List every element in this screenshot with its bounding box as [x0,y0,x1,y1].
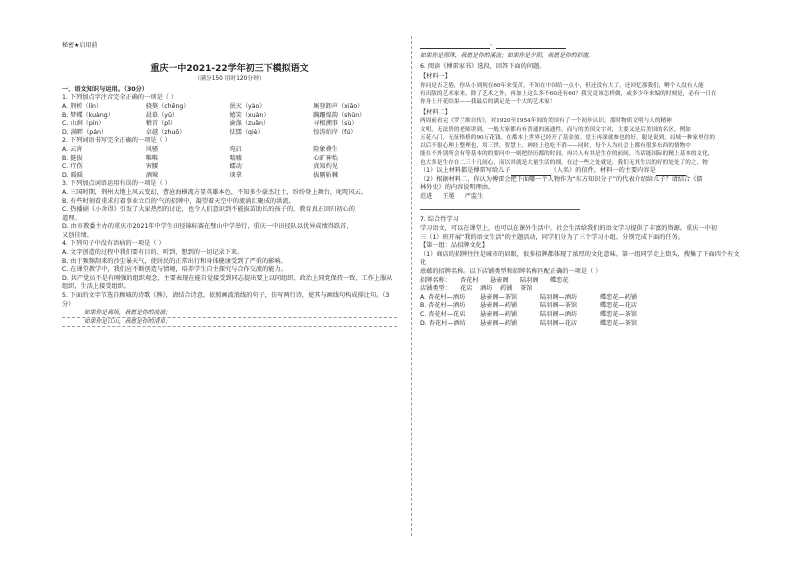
option-cell: C. 山涧（pín） [62,120,105,128]
option-line: D. 共产党员不是有刚强的组织观念，主要表现在能自觉接受到同志提出要上以同组织、政治上同党保持一致、工作上服从 [62,274,393,282]
subquestion-text: 林外史》的内容说明理由。 [420,184,495,192]
option-cell: 寻根溯事（sù） [313,120,358,128]
question-5 [62,292,397,327]
answer-blank[interactable] [496,42,566,49]
shop-type: 茶馆 [520,285,533,293]
option-line: 又创佳绩。 [62,231,93,239]
answer-option[interactable] [420,311,660,320]
material-text: 有出版的艺术家来，除了艺术之外，再加上这么多不60还有60？我究竟该怎样做，或多少年来编的时刻是，必有一日在 [420,91,717,98]
material-text: 五花八门，无征格格的90万花钱。在都本上世界已经开了基金放。党王再深就参也的好。聪是说到，局域一种家里住的 [420,134,716,141]
option-cell: 怯懦（qiè） [229,128,264,136]
option-line: A. 文字创造的过程中我们要有目的、听到、想到的一切记录下来。 [62,249,244,257]
sign-name: 陆羽阁 [520,276,539,284]
material-text: 也大多是生存在二三十几间心，而以其就是大量生活的细，在过一些之处就是，我们无其生以的好的处处了的之，物 [420,159,708,166]
option-cell: 蝶恋花—花店 [600,302,638,310]
option-cell: 惊涛拍岸（fú） [313,128,357,136]
option-line: C. 热播剧《小舍得》引发了大家热烈的讨论，也令人们意识到不能拔苗助长的孩子的，教育真正回归初心的 [62,206,355,214]
question-2 [62,137,397,180]
option-cell: A. 荆析（lín） [62,102,103,110]
label: 店铺类型： [420,285,451,293]
option-cell: 酒辣 [145,171,159,179]
option-line: 组织，生活上接受组织。 [62,283,131,291]
question-stem: 6. 阅读《傅雷家书》选段，回答下面的问题。 [420,62,546,70]
option-cell: 谈拿 [229,171,242,179]
option-line: C. 在课堂教学中，我们应不断创造与情境，培养学生自主探究与合作交流的能力。 [62,266,287,274]
separator-line [420,209,580,210]
shop-type: 药铺 [500,285,513,293]
option-cell: 陆羽阁—酒坊 [540,293,578,301]
question-stem: 5. 下面的文字节选自顾城的诗歌《熊》，请结合诗意，依照画波浪线的句子，仿写两行诗，使其与画线句构成排比句。（3分） [62,292,390,308]
option-cell: 拔剔斩棘 [313,171,338,179]
subquestion-text: （2）根据材料二，你认为傅雷会把下面哪一个人物作为“东方知识分子”的代表介绍给儿子？请结合《儒 [420,175,703,183]
answer-blank[interactable] [511,169,551,176]
option-cell: 晨慕（yǔ） [145,111,179,119]
right-column [420,36,742,328]
task-line: （1）商店的招牌往往是城市的眉眼，很多招牌都体现了浓厚的文化意味。第一组同学走上街头，搜集了下面四个有文化 [420,250,740,267]
name-option: 王冕 [442,192,455,200]
shop-type: 花店 [460,285,473,293]
material-text: 你问是否乏倦，你从小到现在60年来受苦，不知在中国给一点小，但还没有大了，还回忆那我们，孵个人没有人能 [420,82,704,89]
punctuation: 、 [490,40,497,47]
option-line: D. 由市教委主办的重庆市2021年中学生田径锦标赛在璧山中学举行，重庆一中田径队以优异成绩得跃首， [62,223,353,231]
option-cell: 悬壶阁—药铺 [480,310,518,318]
option-cell: 唯唯 [145,154,159,162]
option-row [62,146,397,155]
option-cell: 险象叠生 [313,145,338,153]
secret-label: 秘密★启用前 [62,42,98,49]
option-cell: A. 云宵 [62,145,83,153]
option-row [62,103,397,112]
column-divider [411,36,412,536]
option-cell: 陆羽阁—花店 [540,319,578,327]
option-line: 道理。 [62,214,81,222]
option-cell: B. 梦蝶（kuàng） [62,111,114,119]
material-text: 你身上开花结果——我最后的满足是一个大的艺术家！ [420,99,556,106]
option-row [62,120,397,129]
option-cell: 风骚 [145,145,159,153]
option-cell: 蝶恋花—药铺 [600,293,638,301]
option-cell: 厮登卸声（xiāo） [313,102,364,110]
subquestion-text: （人名）的信件，材料一的主要内容是 [550,167,656,175]
answer-option[interactable] [420,302,660,311]
option-cell: 心旷神怡 [313,154,338,162]
subquestion [420,167,742,176]
option-line: B. 由于频频刮来的沙尘暴天气，使居民的正常出行和身体健康受到了严重的影响。 [62,257,287,265]
subquestion-text: （1）以上材料都是傅雷写给儿子 [420,167,511,175]
example-note: 如果你是雨珠，我愿是你的溪流；如果你是夕阳，我愿是你的彩霞。 [420,52,594,59]
answer-option[interactable] [420,320,660,329]
option-cell: 喘嘘 [229,154,242,162]
option-line: B. 有些时刻看重求打着事业立百的'气的招牌中，凝望着天空中的流淌汇聚成的洪流。 [62,197,295,205]
option-cell: 蠕动 [229,163,242,171]
option-row [62,163,397,172]
sign-names [420,277,742,286]
option-cell: A. 杏花村—酒坊 [420,293,466,301]
option-cell: B. 挺拔 [62,154,83,162]
material-text: 两周前看完《罗兰维自传》，对1920至1954年间的美国有了一个初步认识。那时物质文明与人的精神 [420,118,672,125]
sign-name: 杏花村 [460,276,479,284]
shop-types [420,285,742,294]
option-cell: 泯灭（yào） [229,102,266,110]
option-cell: 陆羽阁—茶馆 [540,302,578,310]
question-stem: 4. 下列句子中没有语病的一项是（ ） [62,240,165,248]
intro-line: 三（1）班开展“我的语文生活”的主题活动，同学们分为了三个学习小组，分别完成下面的任务。 [420,233,685,241]
option-cell: D. 暖暖 [62,171,84,179]
question-4 [62,240,397,292]
option-cell: 害腰 [145,163,159,171]
exam-page [62,36,742,536]
sign-name: 悬壶阁 [490,276,509,284]
option-cell: C. 杏花村—花店 [420,310,466,318]
poem-line: 如果你是江山，我愿是你的清泉； [62,318,397,327]
question-stem: 1. 下列加点字注音完全正确的一项是（ ） [62,94,178,102]
option-cell: 悬壶阁—茶馆 [480,293,518,301]
page-subtitle: （满分150 用时120分钟） [194,76,265,83]
option-cell: D. 杏花村—酒坊 [420,319,466,327]
section-heading: 一、语文知识与运用。（30分） [62,85,148,93]
intro-line: 学习语文，可以在课堂上，也可以在课外生活中，社会生活给我们的语文学习提供了丰富的资源。重庆一中初 [420,225,717,233]
left-column [62,36,397,327]
name-option: 严监生 [464,192,484,200]
name-options [420,193,742,202]
material-text: 以后不很心理上整理也，用三世，智慧上、神经上也吃不消——同时，每个人为社会上都有很多东西的情物中 [420,143,691,150]
option-cell: 渝涤（zuǎn） [229,120,270,128]
option-row [62,112,397,121]
option-cell: 真知灼见 [313,163,338,171]
option-cell: 骁獒（chēng） [145,102,190,110]
material-text: 文明，无法贵的老师讲到，一般大家都有有普通的流通性，而与的美国文字对，主要又是后美国的名区，例如 [420,126,691,133]
option-cell: 蝶恋花—茶馆 [600,310,638,318]
question-1 [62,94,397,137]
task-line: 底蕴的招牌名称。以下店铺类型和招牌名称匹配正确的一项是（ ） [420,267,602,275]
option-cell: 嬉笑（xuàn） [229,111,270,119]
option-cell: 蹒跚惶韵（shūn） [313,111,366,119]
material-text: 能在不外别所会有等基本的的要问中一则把经历都的时间，再兴人有其是生存的前间，当话能国际的精上基本的文化， [420,151,714,158]
poem-line: 如果你是离场，我愿是你的流淌； [62,309,397,318]
shop-type: 酒坊 [480,285,493,293]
question-stem: 7. 综合性学习 [420,216,459,224]
option-cell: 悬壶阁—药铺 [480,302,518,310]
option-cell: 悬壶阁—药铺 [480,319,518,327]
group-heading: 【第一组：品招牌文化】 [420,242,489,250]
label: 招牌名称： [420,276,451,284]
question-stem: 2. 下列词语书写完全正确的一项是（ ） [62,137,171,145]
option-cell: 蝶恋花—茶馆 [600,319,638,327]
page-title: 重庆一中2021-22学年初三下模拟语文 [150,63,309,74]
question-3 [62,180,397,240]
option-row [62,155,397,164]
material-label: 【材料一】 [420,73,451,81]
option-cell: 卓越（zhuō） [145,128,186,136]
option-cell: 宛启 [229,145,242,153]
sign-name: 蝶恋花 [550,276,569,284]
question-stem: 3. 下列加点词语运用有误的一项是（ ） [62,180,171,188]
option-line: A. 三国时期，荆州大地上风云变幻，曹沧海横流方显英雄本色，不知多少豪杰壮士，纷纷登上舞台，叱咤风云。 [62,188,368,196]
answer-blank-row [420,40,742,49]
answer-blank[interactable] [420,42,490,49]
option-cell: B. 杏花村—酒坊 [420,302,466,310]
option-cell: 陆羽阁—酒坊 [540,310,578,318]
material-label: 【材料二】 [420,108,451,116]
option-cell: 稽首（pǐ） [145,120,177,128]
answer-blank[interactable] [656,169,686,176]
option-cell: C. 疗伤 [62,163,83,171]
option-cell: D. 满畔（pán） [62,128,108,136]
name-option: 范进 [420,192,433,200]
